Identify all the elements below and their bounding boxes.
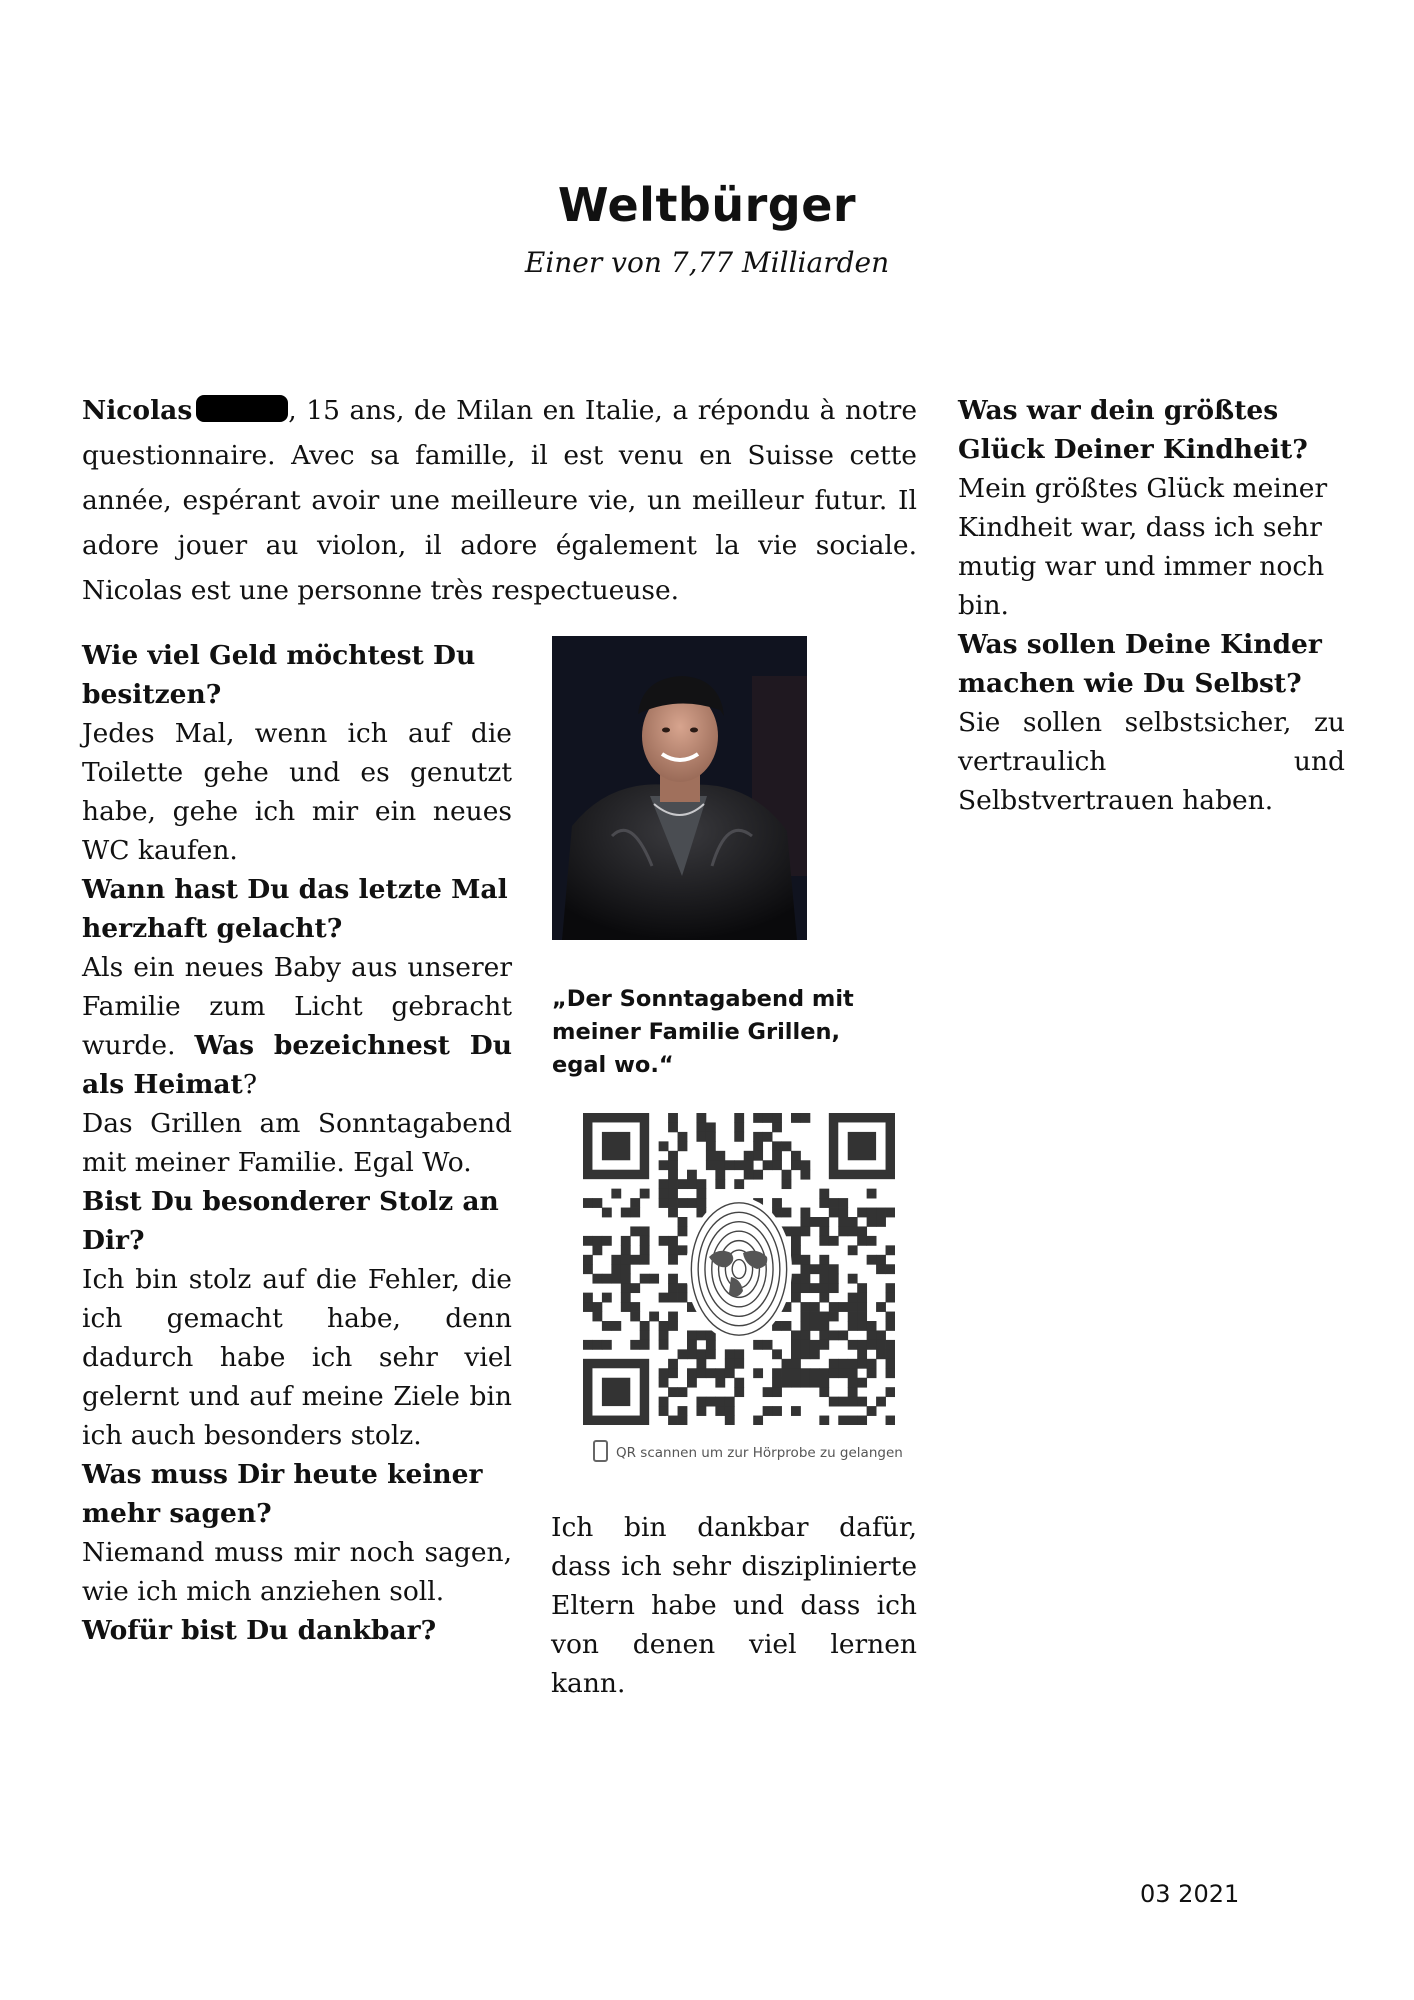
question-nobody-tells: Was muss Dir heute keiner mehr sagen? — [82, 1459, 483, 1529]
answer-money: Jedes Mal, wenn ich auf die Toilette gehe und es genutzt habe, gehe ich mir ein neues WC kaufen. — [82, 718, 512, 866]
answer-grateful: Ich bin dankbar dafür, dass ich sehr disziplinierte Eltern habe und dass ich von denen viel lernen kann. — [551, 1512, 917, 1699]
question-proud: Bist Du besonderer Stolz an Dir? — [82, 1186, 499, 1256]
portrait-photo — [552, 636, 807, 940]
qr-caption-text: QR scannen um zur Hörprobe zu gelangen — [616, 1445, 903, 1461]
answer-laugh: Als ein neues Baby aus unserer Familie zum Licht gebracht wurde. — [82, 952, 512, 1061]
interview-column-left — [82, 636, 512, 1650]
qr-caption — [593, 1440, 903, 1462]
answer-children: Sie sollen selbstsicher, zu vertraulich und Selbstvertrauen haben. — [958, 707, 1345, 816]
issue-date: 03 2021 — [1140, 1880, 1240, 1908]
answer-nobody-tells: Niemand muss mir noch sagen, wie ich mich anziehen soll. — [82, 1537, 512, 1607]
question-money: Wie viel Geld möchtest Du besitzen? — [82, 640, 476, 710]
intro-text: , 15 ans, de Milan en Italie, a répondu à notre questionnaire. Avec sa famille, il est venu en Suisse cette année, espérant avoir une meilleure vie, un meilleur futur. Il adore jouer au violon, il adore également la vie sociale. Nicolas est une personne très respectueuse. — [82, 395, 917, 606]
answer-childhood-luck: Mein größtes Glück meiner Kindheit war, dass ich sehr mutig war und immer noch bin. — [958, 473, 1328, 621]
qr-code[interactable] — [583, 1113, 895, 1425]
person-name: Nicolas — [82, 395, 193, 426]
interview-column-right — [958, 391, 1345, 820]
question-home-mark: ? — [242, 1069, 258, 1100]
pull-quote: „Der Sonntagabend mit meiner Familie Grillen, egal wo.“ — [552, 986, 854, 1078]
question-childhood-luck: Was war dein größtes Glück Deiner Kindheit? — [958, 395, 1308, 465]
answer-laugh-and-question-home — [82, 948, 512, 1104]
question-home: Was bezeichnest Du als Heimat — [82, 1030, 512, 1100]
page-title: Weltbürger — [557, 178, 857, 232]
question-children: Was sollen Deine Kinder machen wie Du Selbst? — [958, 629, 1322, 699]
question-grateful: Wofür bist Du dankbar? — [82, 1615, 437, 1646]
question-laugh: Wann hast Du das letzte Mal herzhaft gelacht? — [82, 874, 508, 944]
intro-paragraph — [82, 388, 917, 613]
page-subtitle: Einer von 7,77 Milliarden — [524, 246, 890, 279]
portrait-illustration — [552, 636, 807, 940]
qr-code-graphic — [583, 1113, 895, 1425]
interview-column-middle — [551, 1508, 917, 1703]
answer-home: Das Grillen am Sonntagabend mit meiner Familie. Egal Wo. — [82, 1108, 512, 1178]
redaction-bar — [196, 395, 288, 422]
answer-proud: Ich bin stolz auf die Fehler, die ich gemacht habe, denn dadurch habe ich sehr viel gelernt und auf meine Ziele bin ich auch besonders stolz. — [82, 1264, 512, 1451]
phone-scan-icon — [593, 1440, 608, 1462]
